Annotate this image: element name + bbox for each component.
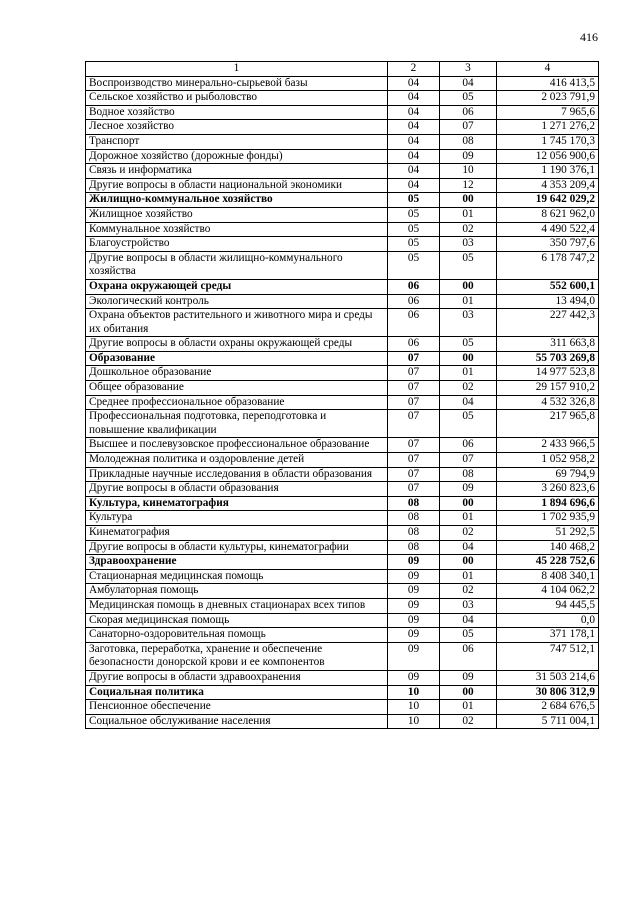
row-subsection-code: 01 (440, 366, 497, 381)
row-amount: 217 965,8 (497, 410, 599, 438)
row-name: Жилищное хозяйство (86, 207, 388, 222)
row-subsection-code: 04 (440, 395, 497, 410)
row-subsection-code: 05 (440, 251, 497, 279)
page-number: 416 (580, 30, 598, 44)
table-row (86, 76, 599, 91)
row-subsection-code: 03 (440, 598, 497, 613)
row-subsection-code: 01 (440, 569, 497, 584)
row-name: Образование (86, 351, 388, 366)
table-row (86, 294, 599, 309)
table-header-row (86, 62, 599, 77)
row-subsection-code: 01 (440, 207, 497, 222)
table-row (86, 309, 599, 337)
row-subsection-code: 06 (440, 438, 497, 453)
row-name: Скорая медицинская помощь (86, 613, 388, 628)
table-row (86, 670, 599, 685)
row-name: Прикладные научные исследования в области образования (86, 467, 388, 482)
section-total-row (86, 279, 599, 294)
row-subsection-code: 00 (440, 496, 497, 511)
row-amount: 30 806 312,9 (497, 685, 599, 700)
row-section-code: 08 (388, 526, 440, 541)
row-section-code: 05 (388, 222, 440, 237)
row-name: Культура (86, 511, 388, 526)
row-amount: 4 532 326,8 (497, 395, 599, 410)
row-name: Другие вопросы в области образования (86, 482, 388, 497)
table-row (86, 526, 599, 541)
row-amount: 4 104 062,2 (497, 584, 599, 599)
row-name: Другие вопросы в области жилищно-коммунального хозяйства (86, 251, 388, 279)
row-name: Санаторно-оздоровительная помощь (86, 628, 388, 643)
column-header-section: 2 (388, 62, 440, 77)
row-subsection-code: 09 (440, 482, 497, 497)
row-section-code: 04 (388, 105, 440, 120)
row-subsection-code: 01 (440, 294, 497, 309)
row-amount: 4 353 209,4 (497, 178, 599, 193)
row-amount: 2 433 966,5 (497, 438, 599, 453)
row-amount: 5 711 004,1 (497, 714, 599, 729)
table-row (86, 251, 599, 279)
row-subsection-code: 03 (440, 309, 497, 337)
row-subsection-code: 04 (440, 540, 497, 555)
row-subsection-code: 02 (440, 526, 497, 541)
row-subsection-code: 09 (440, 670, 497, 685)
row-subsection-code: 05 (440, 628, 497, 643)
row-amount: 747 512,1 (497, 642, 599, 670)
row-amount: 350 797,6 (497, 237, 599, 252)
row-subsection-code: 00 (440, 279, 497, 294)
row-amount: 416 413,5 (497, 76, 599, 91)
row-subsection-code: 08 (440, 134, 497, 149)
row-section-code: 09 (388, 642, 440, 670)
row-section-code: 09 (388, 569, 440, 584)
row-subsection-code: 00 (440, 193, 497, 208)
row-section-code: 07 (388, 395, 440, 410)
row-subsection-code: 09 (440, 149, 497, 164)
row-section-code: 06 (388, 279, 440, 294)
table-row (86, 237, 599, 252)
table-row (86, 613, 599, 628)
row-name: Социальная политика (86, 685, 388, 700)
row-amount: 3 260 823,6 (497, 482, 599, 497)
table-row (86, 569, 599, 584)
row-section-code: 07 (388, 351, 440, 366)
row-section-code: 06 (388, 294, 440, 309)
row-name: Здравоохранение (86, 555, 388, 570)
table-row (86, 453, 599, 468)
row-section-code: 04 (388, 149, 440, 164)
row-subsection-code: 04 (440, 76, 497, 91)
row-name: Водное хозяйство (86, 105, 388, 120)
table-body (86, 76, 599, 729)
column-header-subsection: 3 (440, 62, 497, 77)
table-row (86, 482, 599, 497)
row-section-code: 05 (388, 237, 440, 252)
row-name: Медицинская помощь в дневных стационарах всех типов (86, 598, 388, 613)
row-name: Заготовка, переработка, хранение и обеспечение безопасности донорской крови и ее компонентов (86, 642, 388, 670)
table-row (86, 714, 599, 729)
row-name: Высшее и послевузовское профессиональное образование (86, 438, 388, 453)
row-amount: 1 271 276,2 (497, 120, 599, 135)
table-row (86, 628, 599, 643)
table-row (86, 598, 599, 613)
row-name: Транспорт (86, 134, 388, 149)
table-row (86, 438, 599, 453)
row-subsection-code: 02 (440, 381, 497, 396)
row-subsection-code: 07 (440, 120, 497, 135)
table-row (86, 91, 599, 106)
section-total-row (86, 555, 599, 570)
row-name: Охрана объектов растительного и животного мира и среды их обитания (86, 309, 388, 337)
row-subsection-code: 05 (440, 410, 497, 438)
row-section-code: 08 (388, 496, 440, 511)
row-section-code: 04 (388, 91, 440, 106)
row-name: Другие вопросы в области охраны окружающей среды (86, 337, 388, 352)
table-row (86, 395, 599, 410)
row-section-code: 07 (388, 381, 440, 396)
row-amount: 2 684 676,5 (497, 700, 599, 715)
row-subsection-code: 02 (440, 584, 497, 599)
column-header-name: 1 (86, 62, 388, 77)
section-total-row (86, 351, 599, 366)
row-section-code: 07 (388, 438, 440, 453)
row-name: Среднее профессиональное образование (86, 395, 388, 410)
row-amount: 45 228 752,6 (497, 555, 599, 570)
table-row (86, 120, 599, 135)
section-total-row (86, 496, 599, 511)
row-name: Дорожное хозяйство (дорожные фонды) (86, 149, 388, 164)
row-subsection-code: 06 (440, 105, 497, 120)
row-section-code: 09 (388, 613, 440, 628)
row-amount: 311 663,8 (497, 337, 599, 352)
row-section-code: 05 (388, 251, 440, 279)
row-name: Связь и информатика (86, 164, 388, 179)
row-amount: 7 965,6 (497, 105, 599, 120)
row-subsection-code: 07 (440, 453, 497, 468)
row-subsection-code: 00 (440, 351, 497, 366)
row-subsection-code: 04 (440, 613, 497, 628)
row-amount: 13 494,0 (497, 294, 599, 309)
row-name: Другие вопросы в области культуры, кинематографии (86, 540, 388, 555)
row-amount: 12 056 900,6 (497, 149, 599, 164)
row-section-code: 10 (388, 714, 440, 729)
row-section-code: 04 (388, 120, 440, 135)
row-subsection-code: 01 (440, 700, 497, 715)
table-row (86, 149, 599, 164)
table-row (86, 381, 599, 396)
row-amount: 4 490 522,4 (497, 222, 599, 237)
row-amount: 8 408 340,1 (497, 569, 599, 584)
row-amount: 29 157 910,2 (497, 381, 599, 396)
row-name: Культура, кинематография (86, 496, 388, 511)
row-name: Социальное обслуживание населения (86, 714, 388, 729)
row-subsection-code: 05 (440, 337, 497, 352)
row-section-code: 09 (388, 555, 440, 570)
row-name: Сельское хозяйство и рыболовство (86, 91, 388, 106)
row-name: Общее образование (86, 381, 388, 396)
row-name: Жилищно-коммунальное хозяйство (86, 193, 388, 208)
row-subsection-code: 10 (440, 164, 497, 179)
row-section-code: 04 (388, 178, 440, 193)
row-section-code: 04 (388, 134, 440, 149)
row-amount: 94 445,5 (497, 598, 599, 613)
row-name: Дошкольное образование (86, 366, 388, 381)
table-row (86, 410, 599, 438)
row-amount: 31 503 214,6 (497, 670, 599, 685)
row-name: Охрана окружающей среды (86, 279, 388, 294)
row-name: Лесное хозяйство (86, 120, 388, 135)
table-row (86, 105, 599, 120)
row-name: Другие вопросы в области национальной экономики (86, 178, 388, 193)
row-amount: 0,0 (497, 613, 599, 628)
row-subsection-code: 12 (440, 178, 497, 193)
row-amount: 51 292,5 (497, 526, 599, 541)
row-amount: 8 621 962,0 (497, 207, 599, 222)
row-amount: 2 023 791,9 (497, 91, 599, 106)
row-subsection-code: 05 (440, 91, 497, 106)
table-row (86, 642, 599, 670)
row-subsection-code: 02 (440, 222, 497, 237)
row-amount: 14 977 523,8 (497, 366, 599, 381)
row-amount: 371 178,1 (497, 628, 599, 643)
row-amount: 1 745 170,3 (497, 134, 599, 149)
row-section-code: 07 (388, 366, 440, 381)
row-section-code: 06 (388, 337, 440, 352)
row-section-code: 08 (388, 511, 440, 526)
row-section-code: 07 (388, 410, 440, 438)
row-subsection-code: 01 (440, 511, 497, 526)
row-section-code: 07 (388, 453, 440, 468)
row-name: Профессиональная подготовка, переподготовка и повышение квалификации (86, 410, 388, 438)
row-amount: 1 702 935,9 (497, 511, 599, 526)
row-section-code: 05 (388, 193, 440, 208)
row-amount: 140 468,2 (497, 540, 599, 555)
row-section-code: 10 (388, 700, 440, 715)
row-name: Другие вопросы в области здравоохранения (86, 670, 388, 685)
row-name: Молодежная политика и оздоровление детей (86, 453, 388, 468)
row-section-code: 09 (388, 598, 440, 613)
row-amount: 227 442,3 (497, 309, 599, 337)
table-row (86, 164, 599, 179)
row-subsection-code: 08 (440, 467, 497, 482)
row-subsection-code: 03 (440, 237, 497, 252)
row-subsection-code: 00 (440, 685, 497, 700)
table-row (86, 467, 599, 482)
row-amount: 1 052 958,2 (497, 453, 599, 468)
table-row (86, 207, 599, 222)
row-section-code: 08 (388, 540, 440, 555)
row-section-code: 09 (388, 670, 440, 685)
row-subsection-code: 00 (440, 555, 497, 570)
row-name: Воспроизводство минерально-сырьевой базы (86, 76, 388, 91)
row-amount: 6 178 747,2 (497, 251, 599, 279)
table-row (86, 511, 599, 526)
row-name: Кинематография (86, 526, 388, 541)
row-section-code: 07 (388, 467, 440, 482)
row-section-code: 07 (388, 482, 440, 497)
row-section-code: 09 (388, 628, 440, 643)
row-amount: 55 703 269,8 (497, 351, 599, 366)
table-row (86, 134, 599, 149)
row-name: Стационарная медицинская помощь (86, 569, 388, 584)
section-total-row (86, 685, 599, 700)
row-subsection-code: 02 (440, 714, 497, 729)
table-row (86, 222, 599, 237)
row-name: Коммунальное хозяйство (86, 222, 388, 237)
table-row (86, 700, 599, 715)
table-row (86, 540, 599, 555)
row-section-code: 04 (388, 76, 440, 91)
table-row (86, 178, 599, 193)
row-amount: 1 190 376,1 (497, 164, 599, 179)
column-header-amount: 4 (497, 62, 599, 77)
table-row (86, 337, 599, 352)
row-name: Благоустройство (86, 237, 388, 252)
row-amount: 1 894 696,6 (497, 496, 599, 511)
budget-table (85, 61, 599, 729)
row-name: Пенсионное обеспечение (86, 700, 388, 715)
table-row (86, 584, 599, 599)
row-name: Амбулаторная помощь (86, 584, 388, 599)
row-subsection-code: 06 (440, 642, 497, 670)
row-section-code: 05 (388, 207, 440, 222)
row-section-code: 09 (388, 584, 440, 599)
section-total-row (86, 193, 599, 208)
row-section-code: 10 (388, 685, 440, 700)
row-section-code: 06 (388, 309, 440, 337)
table-row (86, 366, 599, 381)
row-amount: 552 600,1 (497, 279, 599, 294)
row-name: Экологический контроль (86, 294, 388, 309)
row-section-code: 04 (388, 164, 440, 179)
row-amount: 69 794,9 (497, 467, 599, 482)
row-amount: 19 642 029,2 (497, 193, 599, 208)
